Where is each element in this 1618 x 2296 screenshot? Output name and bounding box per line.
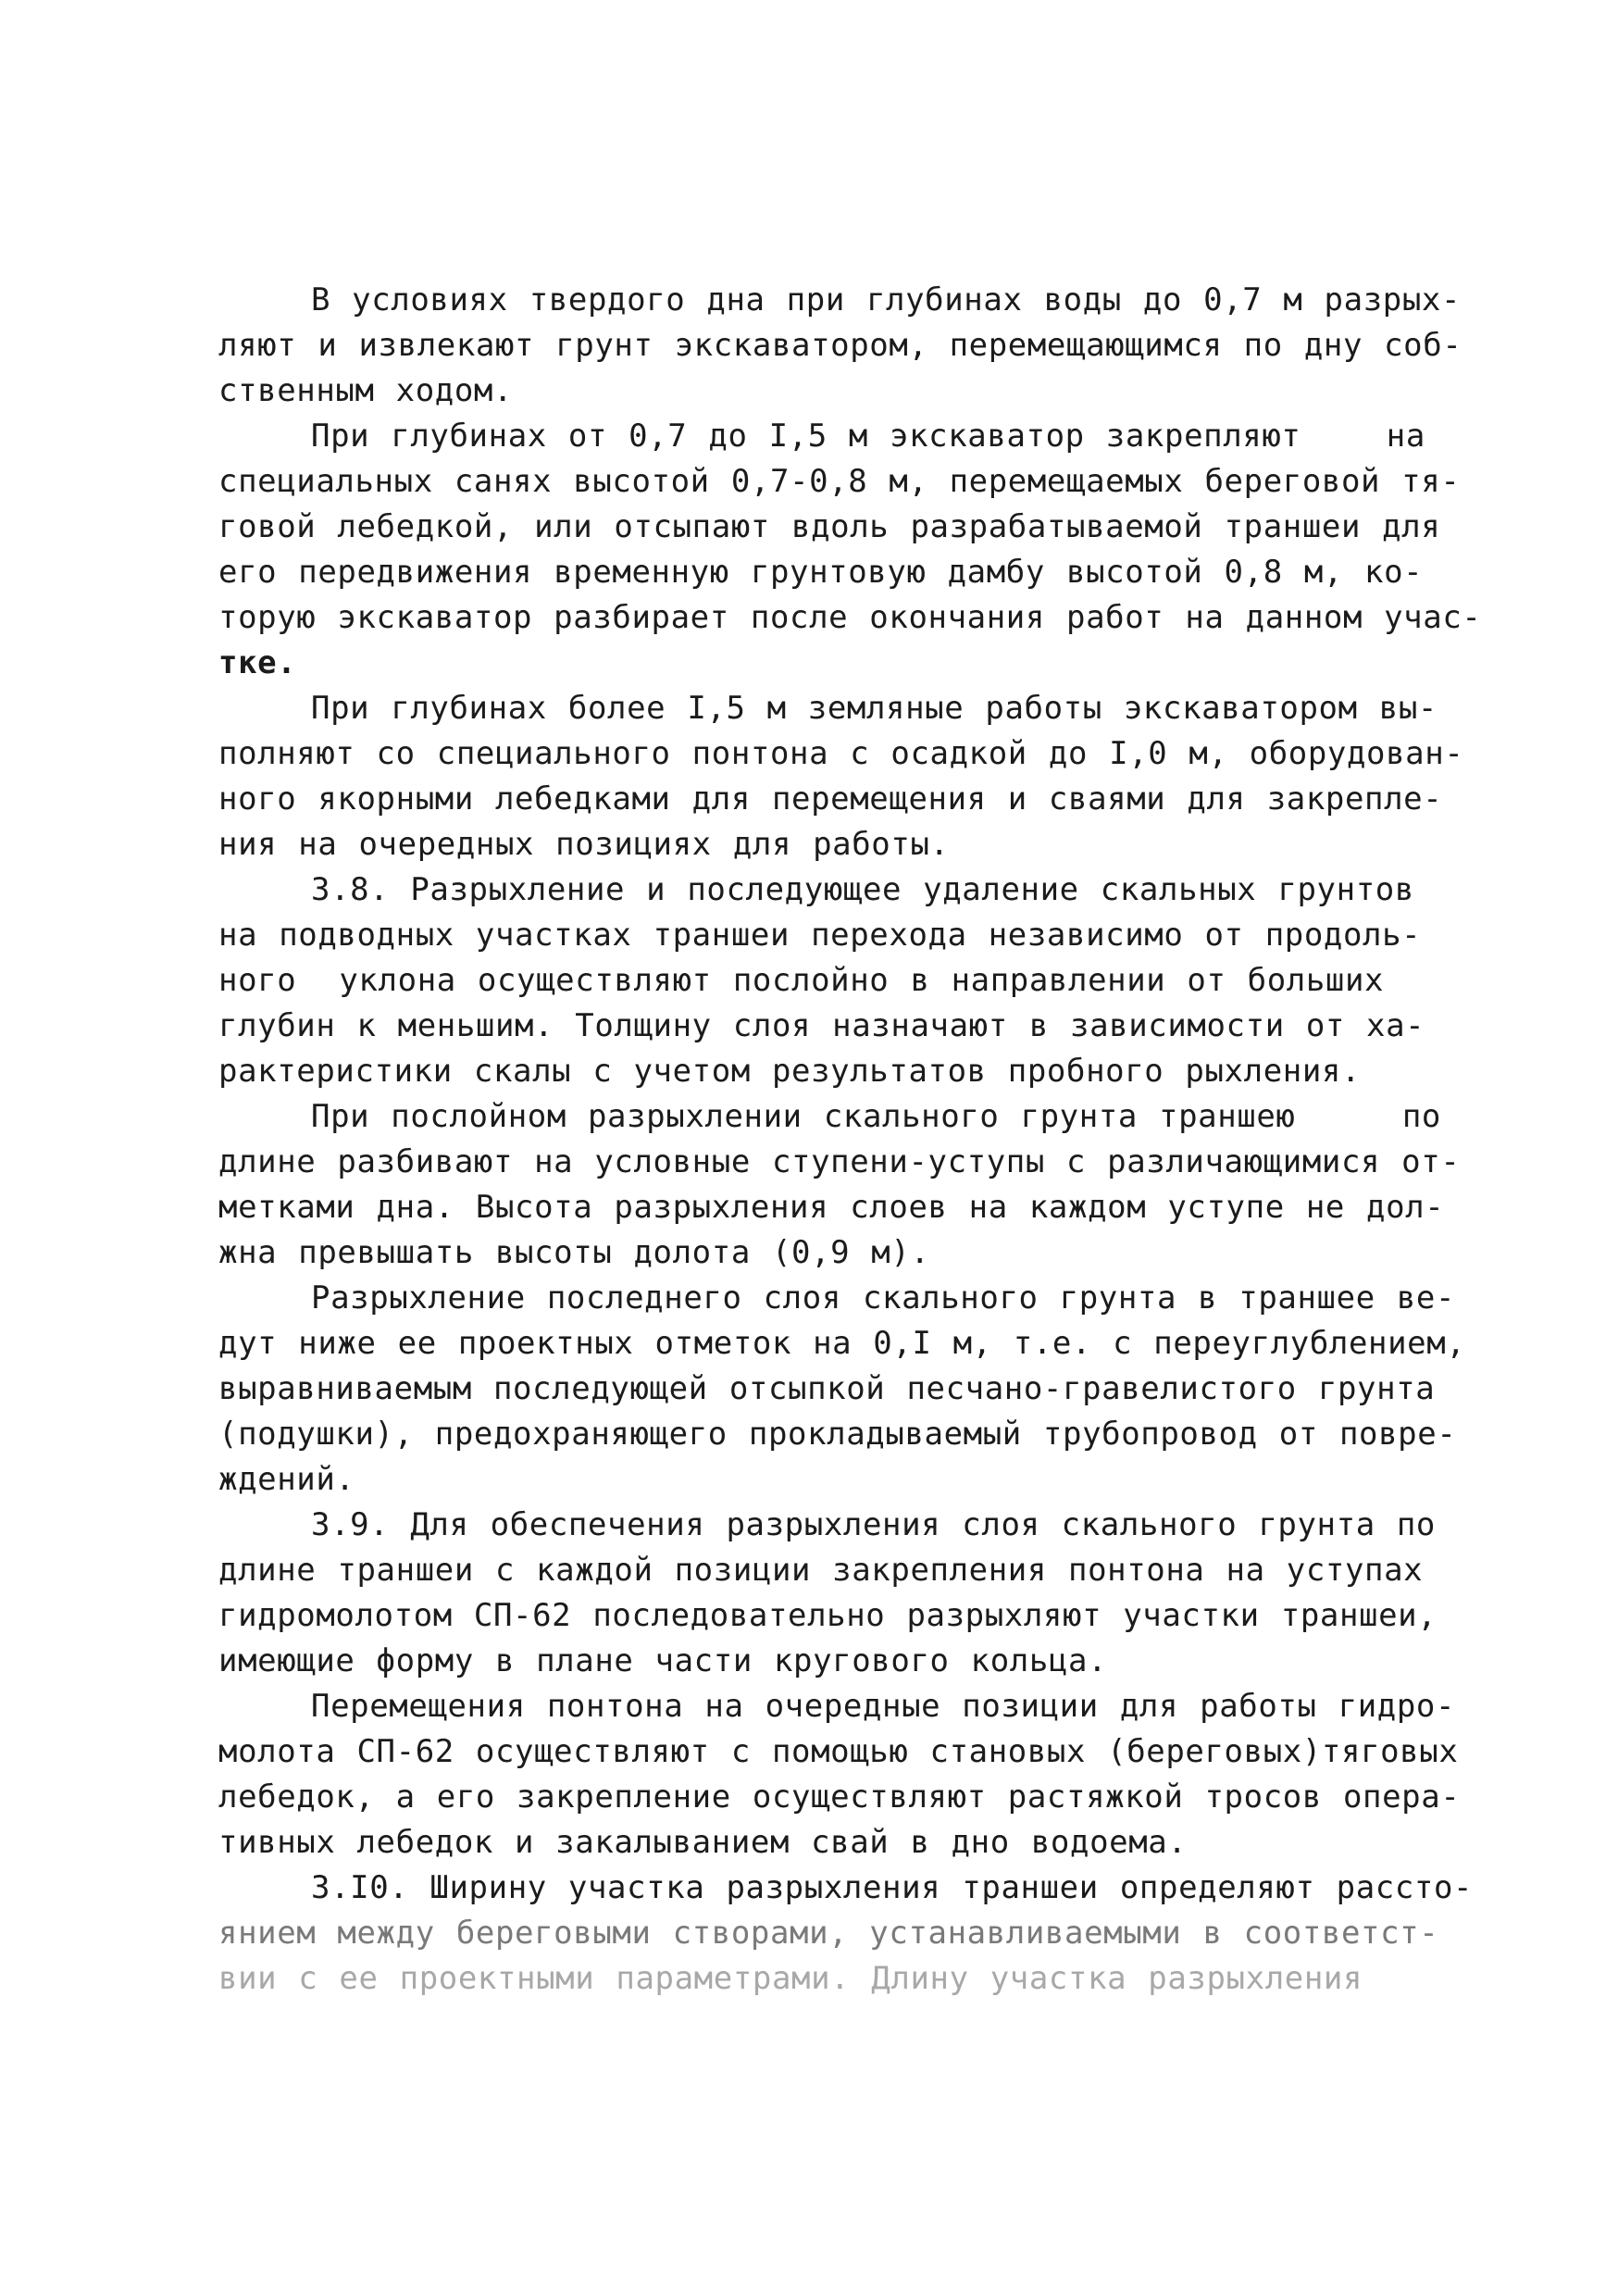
- text-line: При послойном разрыхлении скального грунта траншею по: [311, 1098, 1441, 1135]
- text-line: молота СП-62 осуществляют с помощью становых (береговых)тяговых: [218, 1733, 1459, 1770]
- text-line: его передвижения временную грунтовую дамбу высотой 0,8 м, ко-: [218, 554, 1424, 591]
- text-line: ственным ходом.: [218, 372, 514, 409]
- text-line: вии с ее проектными параметрами. Длину участка разрыхления: [218, 1960, 1363, 1997]
- text-line: ляют и извлекают грунт экскаватором, перемещающимся по дну соб-: [218, 327, 1462, 364]
- text-line: Разрыхление последнего слоя скального грунта в траншее ве-: [311, 1279, 1456, 1316]
- text-line: ния на очередных позициях для работы.: [218, 826, 950, 863]
- text-line: 3.9. Для обеспечения разрыхления слоя скального грунта по: [311, 1506, 1436, 1543]
- text-line: рактеристики скалы с учетом результатов пробного рыхления.: [218, 1053, 1362, 1090]
- text-line: лебедок, а его закрепление осуществляют растяжкой тросов опера-: [218, 1778, 1461, 1816]
- text-line: говой лебедкой, или отсыпают вдоль разрабатываемой траншеи для: [218, 508, 1441, 545]
- text-line: полняют со специального понтона с осадкой до I,0 м, оборудован-: [218, 735, 1464, 772]
- text-line: длине траншеи с каждой позиции закрепления понтона на уступах: [218, 1552, 1424, 1589]
- text-line: гидромолотом СП-62 последовательно разрыхляют участки траншеи,: [218, 1597, 1438, 1634]
- text-line: длине разбивают на условные ступени-уступы с различающимися от-: [218, 1143, 1461, 1180]
- text-line: глубин к меньшим. Толщину слоя назначают в зависимости от ха-: [218, 1007, 1425, 1044]
- text-line: метками дна. Высота разрыхления слоев на каждом уступе не дол-: [218, 1189, 1445, 1226]
- text-line: При глубинах от 0,7 до I,5 м экскаватор закрепляют на: [311, 418, 1425, 455]
- text-line: 3.I0. Ширину участка разрыхления траншеи определяют рассто-: [311, 1869, 1474, 1906]
- body-text: [218, 278, 1482, 2002]
- text-line: специальных санях высотой 0,7-0,8 м, перемещаемых береговой тя-: [218, 463, 1461, 500]
- text-line: тивных лебедок и закалыванием свай в дно водоема.: [218, 1824, 1188, 1861]
- text-line: В условиях твердого дна при глубинах воды до 0,7 м разрых-: [311, 281, 1462, 318]
- text-line: Перемещения понтона на очередные позиции для работы гидро-: [311, 1688, 1456, 1725]
- text-line: 3.8. Разрыхление и последующее удаление скальных грунтов: [311, 871, 1414, 908]
- text-line: тке.: [218, 644, 297, 681]
- text-line: на подводных участках траншеи перехода независимо от продоль-: [218, 917, 1422, 954]
- text-line: (подушки), предохраняющего прокладываемый трубопровод от повре-: [218, 1416, 1457, 1453]
- text-line: янием между береговыми створами, устанавливаемыми в соответст-: [218, 1915, 1439, 1952]
- text-line: дут ниже ее проектных отметок на 0,I м, т.е. с переуглублением,: [218, 1325, 1466, 1362]
- text-line: жна превышать высоты долота (0,9 м).: [218, 1234, 930, 1271]
- text-line: имеющие форму в плане части кругового кольца.: [218, 1642, 1108, 1679]
- text-line: выравниваемым последующей отсыпкой песчано-гравелистого грунта: [218, 1370, 1436, 1407]
- text-line: ждений.: [218, 1461, 355, 1498]
- text-line: При глубинах более I,5 м земляные работы экскаватором вы-: [311, 690, 1438, 727]
- text-line: торую экскаватор разбирает после окончания работ на данном учас-: [218, 599, 1482, 636]
- text-line: ного якорными лебедками для перемещения и сваями для закрепле-: [218, 780, 1443, 817]
- text-line: ного уклона осуществляют послойно в направлении от больших: [218, 962, 1385, 999]
